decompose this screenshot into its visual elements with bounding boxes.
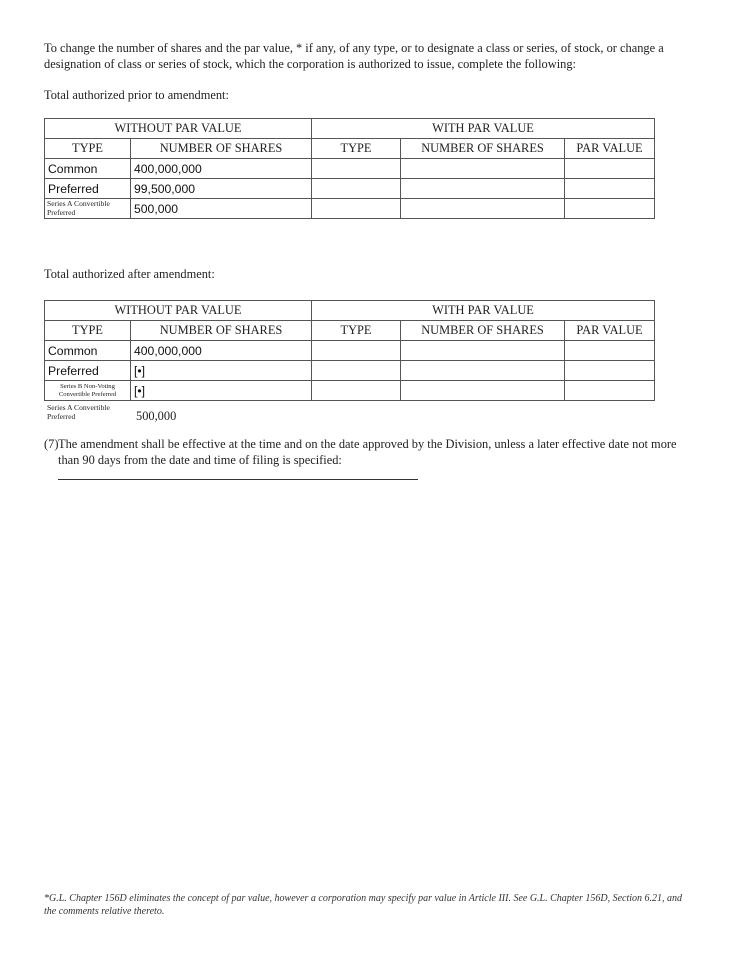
after-row-number: 400,000,000 xyxy=(131,341,312,361)
prior-row-type: Common xyxy=(45,159,131,179)
after-col-par-value: PAR VALUE xyxy=(565,321,655,341)
prior-col-type: TYPE xyxy=(45,139,131,159)
prior-col-type-par: TYPE xyxy=(312,139,401,159)
after-row-type: Preferred xyxy=(45,361,131,381)
prior-col-number-par: NUMBER OF SHARES xyxy=(401,139,565,159)
table-row xyxy=(45,179,655,199)
footnote: *G.L. Chapter 156D eliminates the concept of par value, however a corporation may specify par value in Article III. See G.L. Chapter 156D, Section 6.21, and the comments relative thereto. xyxy=(44,893,683,917)
item-7-number: (7) xyxy=(44,437,59,451)
item-7-paragraph xyxy=(44,436,694,484)
prior-label: Total authorized prior to amendment: xyxy=(44,88,229,102)
after-label: Total authorized after amendment: xyxy=(44,267,215,281)
prior-row-number: 400,000,000 xyxy=(131,159,312,179)
after-row-type: Series B Non-Voting Convertible Preferred xyxy=(45,381,131,401)
prior-shares-table xyxy=(44,118,655,219)
prior-row-type: Series A Convertible Preferred xyxy=(45,199,131,219)
after-row-number: [•] xyxy=(131,361,312,381)
after-row-number: [•] xyxy=(131,381,312,401)
effective-date-blank[interactable] xyxy=(58,468,418,480)
after-shares-table xyxy=(44,300,655,401)
item-7-text: The amendment shall be effective at the time and on the date approved by the Division, unless a later effective date not more than 90 days from the date and time of filing is specified: xyxy=(58,437,677,467)
after-header-without-par: WITHOUT PAR VALUE xyxy=(45,301,312,321)
intro-paragraph: To change the number of shares and the par value, * if any, of any type, or to designate a class or series, of stock, or change a designation of class or series of stock, which the corporation is authorized to issue, complete the following: xyxy=(44,41,664,71)
after-col-number: NUMBER OF SHARES xyxy=(131,321,312,341)
after-extra-number: 500,000 xyxy=(136,409,177,423)
table-row xyxy=(45,361,655,381)
table-row xyxy=(45,159,655,179)
table-row xyxy=(45,341,655,361)
after-col-type-par: TYPE xyxy=(312,321,401,341)
prior-col-par-value: PAR VALUE xyxy=(565,139,655,159)
prior-row-number: 99,500,000 xyxy=(131,179,312,199)
prior-header-without-par: WITHOUT PAR VALUE xyxy=(45,119,312,139)
table-row xyxy=(45,199,655,219)
after-header-with-par: WITH PAR VALUE xyxy=(312,301,655,321)
after-col-type: TYPE xyxy=(45,321,131,341)
prior-col-number: NUMBER OF SHARES xyxy=(131,139,312,159)
prior-row-number: 500,000 xyxy=(131,199,312,219)
after-row-type: Common xyxy=(45,341,131,361)
prior-header-with-par: WITH PAR VALUE xyxy=(312,119,655,139)
after-extra-type: Series A Convertible Preferred xyxy=(47,403,110,421)
after-col-number-par: NUMBER OF SHARES xyxy=(401,321,565,341)
table-row xyxy=(45,381,655,401)
prior-row-type: Preferred xyxy=(45,179,131,199)
